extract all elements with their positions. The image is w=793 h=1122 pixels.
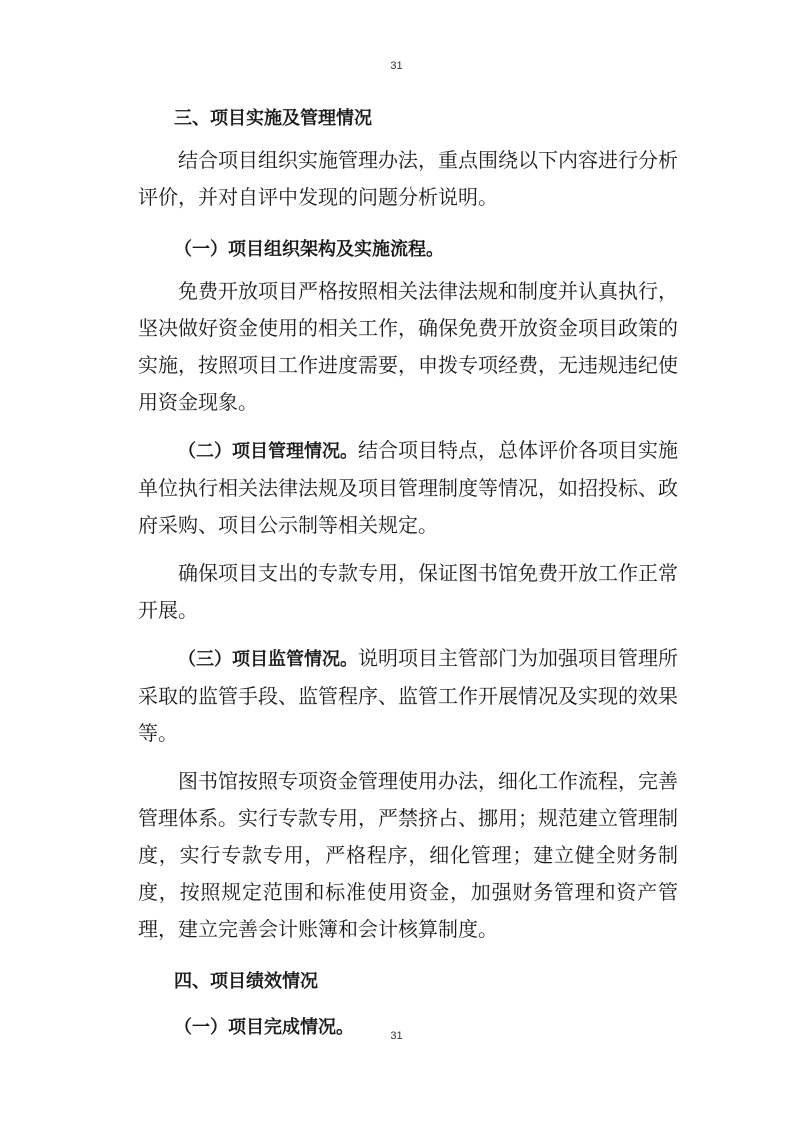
paragraph-supervision — [138, 640, 678, 752]
document-body — [138, 96, 678, 1051]
page-number-bottom: 31 — [390, 1030, 403, 1042]
subheading-completion: （一）项目完成情况。 — [174, 1017, 354, 1038]
paragraph-management-text: 结合项目特点，总体评价各项目实施单位执行相关法律法规及项目管理制度等情况，如招投标、政府采购、项目公示制等相关规定。 — [138, 438, 678, 537]
paragraph-free-open: 免费开放项目严格按照相关法律法规和制度并认真执行，坚决做好资金使用的相关工作，确保免费开放资金项目政策的实施，按照项目工作进度需要，申拨专项经费，无违规违纪使用资金现象。 — [138, 279, 678, 414]
paragraph-intro: 结合项目组织实施管理办法，重点围绕以下内容进行分析评价，并对自评中发现的问题分析说明。 — [138, 148, 678, 209]
subheading-supervision: （三）项目监管情况。 — [178, 649, 358, 670]
paragraph-management — [138, 432, 678, 544]
paragraph-library-funds: 图书馆按照专项资金管理使用办法，细化工作流程，完善管理体系。实行专款专用，严禁挤占、挪用；规范建立管理制度，实行专款专用，严格程序，细化管理；建立健全财务制度，按照规定范围和标准使用资金，加强财务管理和资产管理，建立完善会计账簿和会计核算制度。 — [138, 769, 678, 941]
paragraph-supervision-text: 说明项目主管部门为加强项目管理所采取的监管手段、监管程序、监管工作开展情况及实现的效果等。 — [138, 646, 678, 745]
subheading-org-structure: （一）项目组织架构及实施流程。 — [174, 239, 444, 260]
page-number-top: 31 — [390, 60, 403, 72]
subheading-management: （二）项目管理情况。 — [178, 441, 358, 462]
section-heading-4: 四、项目绩效情况 — [174, 971, 318, 992]
paragraph-earmarked: 确保项目支出的专款专用，保证图书馆免费开放工作正常开展。 — [138, 561, 678, 622]
section-heading-3: 三、项目实施及管理情况 — [174, 108, 372, 129]
